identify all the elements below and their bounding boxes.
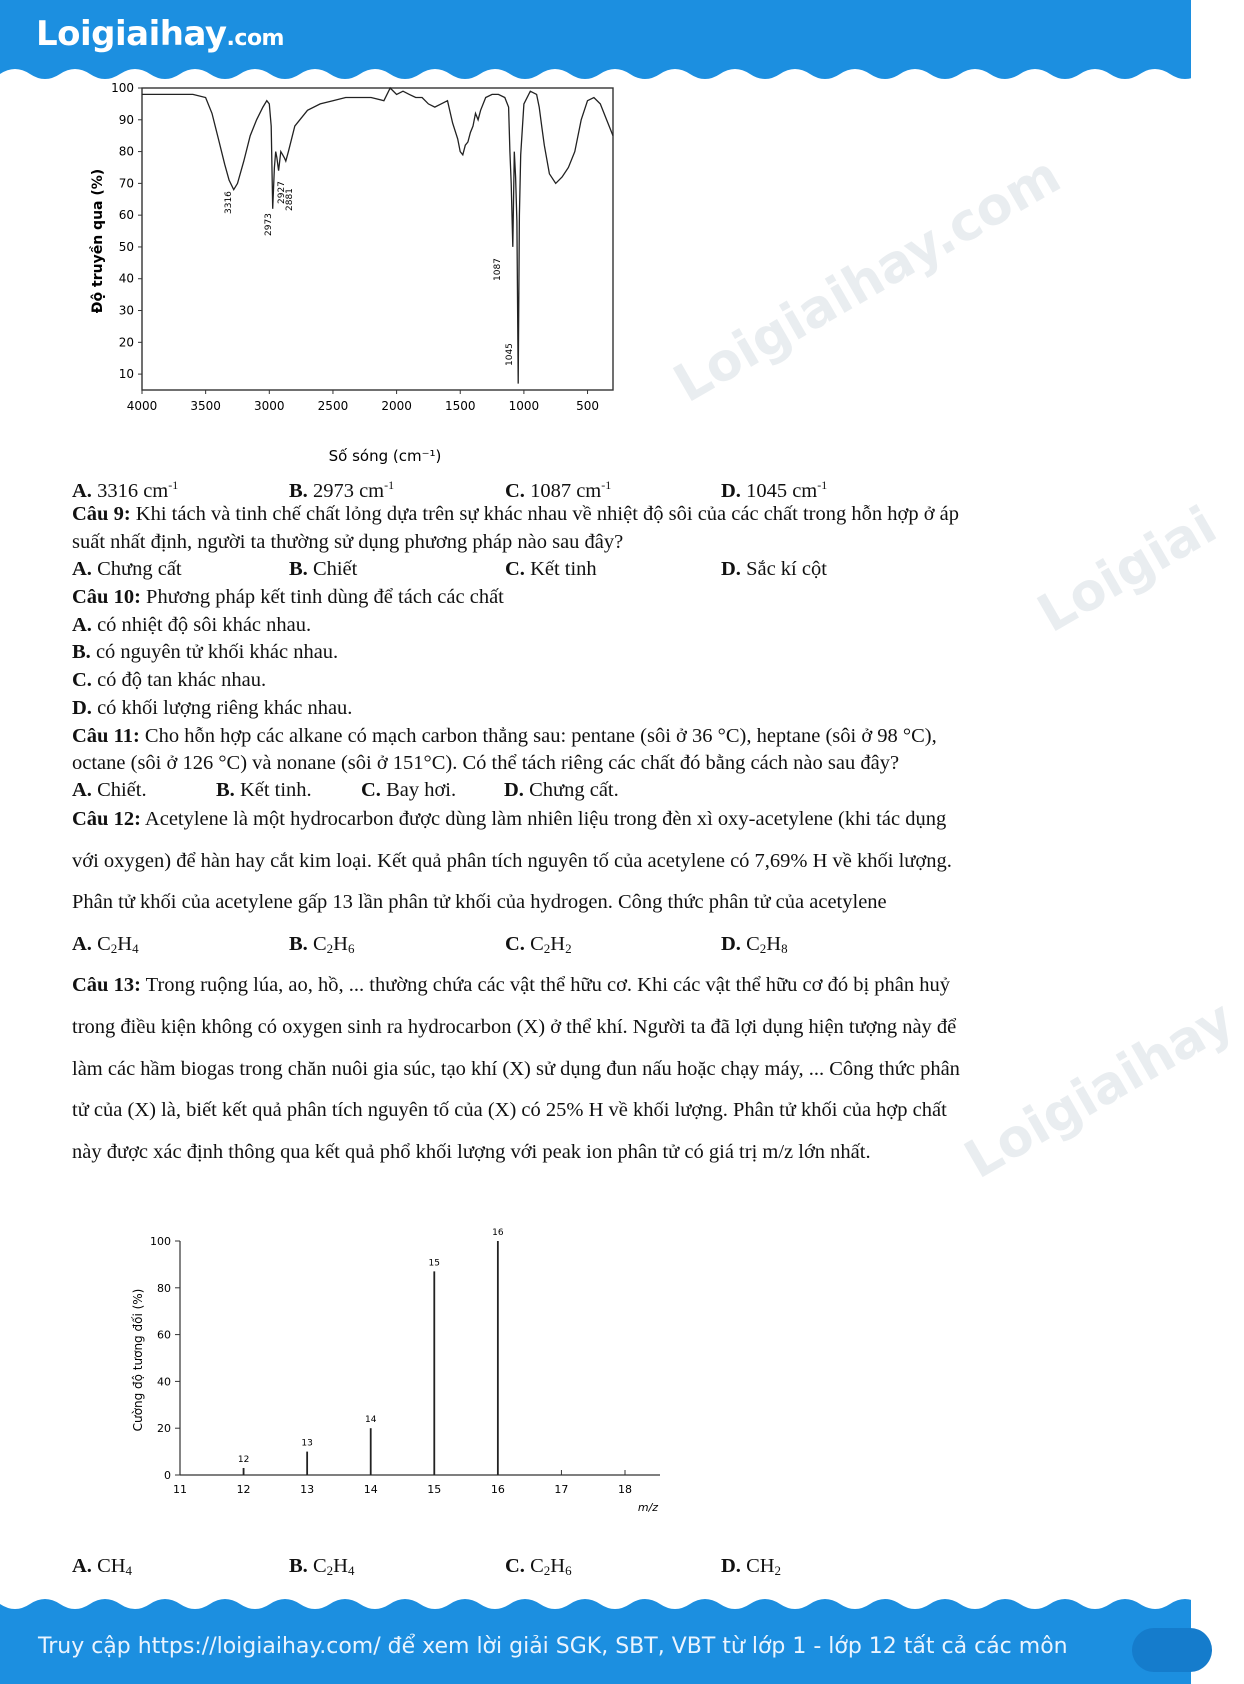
- option-letter: C.: [505, 480, 525, 502]
- ms-y-tick-label: 60: [157, 1328, 171, 1342]
- option-letter: B.: [289, 1555, 308, 1577]
- formula-atom: H: [550, 933, 566, 955]
- formula-atom: C: [530, 933, 544, 955]
- ir-y-axis: [111, 81, 142, 381]
- ir-x-tick-label: 2000: [381, 399, 412, 413]
- ir-x-tick-label: 3000: [254, 399, 285, 413]
- option-letter: A.: [72, 480, 92, 502]
- question-label: Câu 13:: [72, 974, 141, 996]
- formula-atom: CH: [97, 1555, 126, 1577]
- q9-option-b[interactable]: [289, 557, 357, 581]
- option-text: Sắc kí cột: [746, 558, 827, 580]
- formula-atom: H: [333, 1555, 348, 1577]
- q12-stem-line-2: với oxygen) để hàn hay cắt kim loại. Kết quả phân tích nguyên tố của acetylene có 7,69% H về khối lượng.: [72, 850, 952, 872]
- question-label: Câu 11:: [72, 725, 140, 747]
- ir-peak-label: 2927: [277, 181, 287, 204]
- option-text: Chiết: [312, 558, 358, 580]
- option-letter: A.: [72, 614, 92, 636]
- ir-y-tick-label: 100: [111, 81, 134, 95]
- option-letter: C.: [505, 558, 525, 580]
- logo-main: Loigiaihay: [36, 14, 227, 54]
- ms-bars: [238, 1228, 504, 1475]
- q9-option-a[interactable]: [72, 557, 182, 581]
- formula-subscript: 2: [759, 941, 767, 956]
- option-letter: C.: [505, 933, 525, 955]
- ir-y-tick-label: 60: [118, 208, 134, 223]
- q8-option-c[interactable]: [505, 473, 611, 503]
- option-letter: D.: [721, 480, 741, 502]
- ms-peak-label: 12: [237, 1454, 250, 1465]
- formula-subscript: 6: [347, 941, 355, 956]
- ir-y-tick-label: 10: [118, 367, 134, 382]
- option-letter: B.: [289, 558, 308, 580]
- header-wave-decoration: [0, 64, 1191, 84]
- ir-peak-label: 1045: [505, 343, 515, 366]
- q13-stem-line-5: này được xác định thông qua kết quả phổ khối lượng với peak ion phân tử có giá trị m/z lớn nhất.: [72, 1141, 871, 1163]
- q13-stem-line-1: [72, 973, 950, 997]
- option-text: Chưng cất.: [529, 779, 619, 801]
- footer-link-text[interactable]: Truy cập https://loigiaihay.com/ để xem lời giải SGK, SBT, VBT từ lớp 1 - lớp 12 tất cả các môn: [38, 1634, 1068, 1659]
- q9-stem-line-1: [72, 502, 959, 526]
- q10-option-c[interactable]: [72, 668, 266, 692]
- ms-y-tick-label: 0: [164, 1469, 171, 1482]
- ir-y-tick-label: 80: [118, 144, 134, 159]
- ir-y-tick-label: 90: [118, 112, 134, 127]
- option-letter: D.: [504, 779, 524, 801]
- option-sup: -1: [384, 478, 395, 492]
- option-letter: C.: [505, 1555, 525, 1577]
- q13-option-b[interactable]: [289, 1554, 354, 1583]
- q12-option-a[interactable]: [72, 932, 139, 961]
- formula-subscript: 4: [347, 1563, 355, 1578]
- option-letter: D.: [72, 697, 92, 719]
- formula-atom: H: [117, 933, 133, 955]
- watermark: Loigiaihay.com: [664, 145, 1071, 415]
- option-text: Chưng cất: [97, 558, 182, 580]
- logo-suffix: .com: [226, 26, 284, 51]
- formula-atom: H: [550, 1555, 566, 1577]
- question-text: Acetylene là một hydrocarbon được dùng làm nhiên liệu trong đèn xì oxy-acetylene (khi tác dụng: [140, 808, 947, 830]
- question-text: Cho hỗn hợp các alkane có mạch carbon thẳng sau: pentane (sôi ở 36 °C), heptane (sôi ở 98 °C),: [139, 725, 937, 747]
- q8-option-b[interactable]: [289, 473, 394, 503]
- ir-x-tick-label: 500: [576, 399, 599, 413]
- q12-stem-line-1: [72, 807, 946, 831]
- option-letter: A.: [72, 779, 92, 801]
- ir-y-tick-label: 70: [118, 176, 134, 191]
- option-sup: -1: [168, 478, 179, 492]
- q11-option-c[interactable]: [361, 778, 456, 802]
- option-text: Bay hơi.: [386, 779, 457, 801]
- mass-spectrum-chart: [120, 1225, 680, 1525]
- ms-peak-label: 13: [301, 1438, 313, 1449]
- ms-x-tick-label: 11: [173, 1483, 187, 1496]
- ir-peak-label: 2973: [264, 213, 274, 236]
- formula-subscript: 2: [774, 1563, 782, 1578]
- option-letter: A.: [72, 1555, 92, 1577]
- q11-option-d[interactable]: [504, 778, 619, 802]
- ir-x-axis-label: Số sóng (cm⁻¹): [328, 447, 442, 465]
- ir-peak-label: 1087: [493, 258, 503, 281]
- ir-peak-label: 2881: [285, 188, 295, 211]
- q10-option-b[interactable]: [72, 640, 338, 664]
- option-letter: B.: [216, 779, 235, 801]
- ms-y-tick-label: 100: [150, 1235, 171, 1248]
- option-sup: -1: [817, 478, 828, 492]
- option-text: Kết tinh.: [239, 779, 312, 801]
- option-letter: B.: [72, 641, 91, 663]
- formula-subscript: 2: [543, 941, 551, 956]
- q13-option-c[interactable]: [505, 1554, 572, 1583]
- ms-y-tick-label: 40: [157, 1375, 171, 1389]
- formula-atom: C: [312, 933, 327, 955]
- ms-x-tick-label: 14: [363, 1483, 378, 1496]
- formula-atom: H: [333, 933, 348, 955]
- q11-option-b[interactable]: [216, 778, 312, 802]
- ms-peak-label: 14: [364, 1415, 377, 1426]
- q13-stem-line-2: trong điều kiện không có oxygen sinh ra hydrocarbon (X) ở thể khí. Người ta đã lợi dụng hiện tượng này để: [72, 1016, 957, 1038]
- ms-y-tick-label: 20: [157, 1422, 171, 1436]
- option-letter: B.: [289, 480, 308, 502]
- question-text: Khi tách và tinh chế chất lỏng dựa trên sự khác nhau về nhiệt độ sôi của các chất trong hỗn hợp ở áp: [130, 503, 960, 525]
- ir-y-tick-label: 20: [118, 335, 134, 350]
- option-text: có khối lượng riêng khác nhau.: [97, 697, 353, 719]
- ms-x-tick-label: 12: [236, 1483, 251, 1496]
- option-letter: C.: [72, 669, 92, 691]
- option-text: 1045 cm: [746, 480, 818, 502]
- option-letter: D.: [721, 558, 741, 580]
- option-text: có độ tan khác nhau.: [97, 669, 267, 691]
- q11-stem-line-2: octane (sôi ở 126 °C) và nonane (sôi ở 151°C). Có thể tách riêng các chất đó bằng cách nào sau đây?: [72, 752, 900, 774]
- ir-x-tick-label: 1000: [508, 399, 540, 413]
- ms-y-axis: [150, 1235, 180, 1482]
- ir-x-axis: [127, 390, 599, 413]
- q12-option-c[interactable]: [505, 932, 572, 961]
- ir-spectrum-line: [142, 88, 613, 384]
- ms-x-tick-label: 15: [427, 1483, 442, 1496]
- ms-x-axis-label: m/z: [637, 1501, 659, 1514]
- q10-stem: [72, 585, 504, 609]
- q13-stem-line-4: tử của (X) là, biết kết quả phân tích nguyên tố của (X) có 25% H về khối lượng. Phân tử khối của hợp chất: [72, 1099, 947, 1121]
- q12-option-d[interactable]: [721, 932, 788, 961]
- option-letter: A.: [72, 558, 92, 580]
- formula-subscript: 2: [565, 941, 572, 956]
- formula-atom: CH: [746, 1555, 775, 1577]
- option-text: có nhiệt độ sôi khác nhau.: [97, 614, 312, 636]
- formula-atom: C: [746, 933, 760, 955]
- ir-y-tick-label: 30: [118, 303, 134, 318]
- formula-atom: C: [530, 1555, 544, 1577]
- site-logo[interactable]: [36, 14, 284, 54]
- option-letter: D.: [721, 1555, 741, 1577]
- option-text: 3316 cm: [97, 480, 169, 502]
- option-letter: C.: [361, 779, 381, 801]
- ir-y-tick-label: 50: [118, 239, 134, 254]
- q9-stem-line-2: suất nhất định, người ta thường sử dụng phương pháp nào sau đây?: [72, 531, 624, 553]
- option-text: Kết tinh: [530, 558, 597, 580]
- footer-wave-decoration: [0, 1594, 1191, 1614]
- watermark: Loigiai: [1028, 495, 1227, 645]
- formula-subscript: 8: [781, 941, 788, 956]
- q13-option-d[interactable]: [721, 1554, 781, 1583]
- q11-option-a[interactable]: [72, 778, 147, 802]
- ms-peak-label: 16: [492, 1228, 504, 1238]
- q13-stem-line-3: làm các hầm biogas trong chăn nuôi gia súc, tạo khí (X) sử dụng đun nấu hoặc chạy máy, ... Công thức phân: [72, 1058, 960, 1080]
- q12-option-b[interactable]: [289, 932, 354, 961]
- ms-x-tick-label: 17: [554, 1483, 569, 1496]
- q11-stem-line-1: [72, 724, 937, 748]
- q9-option-c[interactable]: [505, 557, 597, 581]
- ms-x-tick-label: 16: [490, 1483, 505, 1496]
- ms-x-tick-label: 13: [300, 1483, 315, 1496]
- question-label: Câu 12:: [72, 808, 141, 830]
- formula-subscript: 4: [125, 1563, 133, 1578]
- ir-x-tick-label: 3500: [190, 399, 221, 413]
- ir-peak-label: 3316: [224, 191, 234, 214]
- q12-stem-line-3: Phân tử khối của acetylene gấp 13 lần phân tử khối của hydrogen. Công thức phân tử của acetylene: [72, 891, 887, 913]
- formula-subscript: 2: [326, 941, 334, 956]
- formula-subscript: 6: [565, 1563, 572, 1578]
- option-text: Chiết.: [97, 779, 147, 801]
- q9-option-d[interactable]: [721, 557, 827, 581]
- formula-subscript: 4: [132, 941, 139, 956]
- option-sup: -1: [601, 478, 612, 492]
- option-text: có nguyên tử khối khác nhau.: [95, 641, 339, 663]
- ir-x-tick-label: 2500: [317, 399, 349, 413]
- ms-y-tick-label: 80: [157, 1281, 171, 1295]
- option-letter: D.: [721, 933, 741, 955]
- ms-peak-label: 15: [428, 1258, 441, 1269]
- formula-atom: C: [97, 933, 111, 955]
- ir-y-tick-label: 40: [118, 271, 134, 286]
- option-letter: A.: [72, 933, 92, 955]
- site-footer: [0, 1596, 1191, 1684]
- question-text: Trong ruộng lúa, ao, hồ, ... thường chứa các vật thể hữu cơ. Khi các vật thể hữu cơ đó bị phân huỷ: [140, 974, 951, 996]
- ms-x-tick-label: 18: [618, 1483, 632, 1496]
- ir-y-axis-label: Độ truyền qua (%): [90, 168, 106, 314]
- ir-x-tick-label: 4000: [126, 399, 158, 413]
- formula-subscript: 2: [543, 1563, 551, 1578]
- formula-subscript: 2: [110, 941, 118, 956]
- option-letter: B.: [289, 933, 308, 955]
- footer-pill-decoration: [1132, 1628, 1212, 1672]
- question-label: Câu 9:: [72, 503, 131, 525]
- q10-option-d[interactable]: [72, 696, 352, 720]
- formula-atom: C: [312, 1555, 327, 1577]
- formula-subscript: 2: [326, 1563, 334, 1578]
- formula-atom: H: [766, 933, 782, 955]
- ir-x-tick-label: 1500: [444, 399, 476, 413]
- ms-x-axis: [173, 1470, 632, 1496]
- option-text: 1087 cm: [530, 480, 602, 502]
- question-text: Phương pháp kết tinh dùng để tách các chất: [140, 586, 504, 608]
- ms-y-axis-label: Cường độ tương đối (%): [131, 1288, 145, 1432]
- q13-option-a[interactable]: [72, 1554, 132, 1583]
- q8-option-d[interactable]: [721, 473, 827, 503]
- question-label: Câu 10:: [72, 586, 141, 608]
- q10-option-a[interactable]: [72, 613, 311, 637]
- ir-spectrum-chart: [80, 81, 640, 471]
- option-text: 2973 cm: [312, 480, 385, 502]
- watermark: Loigiaihay: [955, 989, 1244, 1191]
- site-header: [0, 0, 1191, 82]
- q8-option-a[interactable]: [72, 473, 178, 503]
